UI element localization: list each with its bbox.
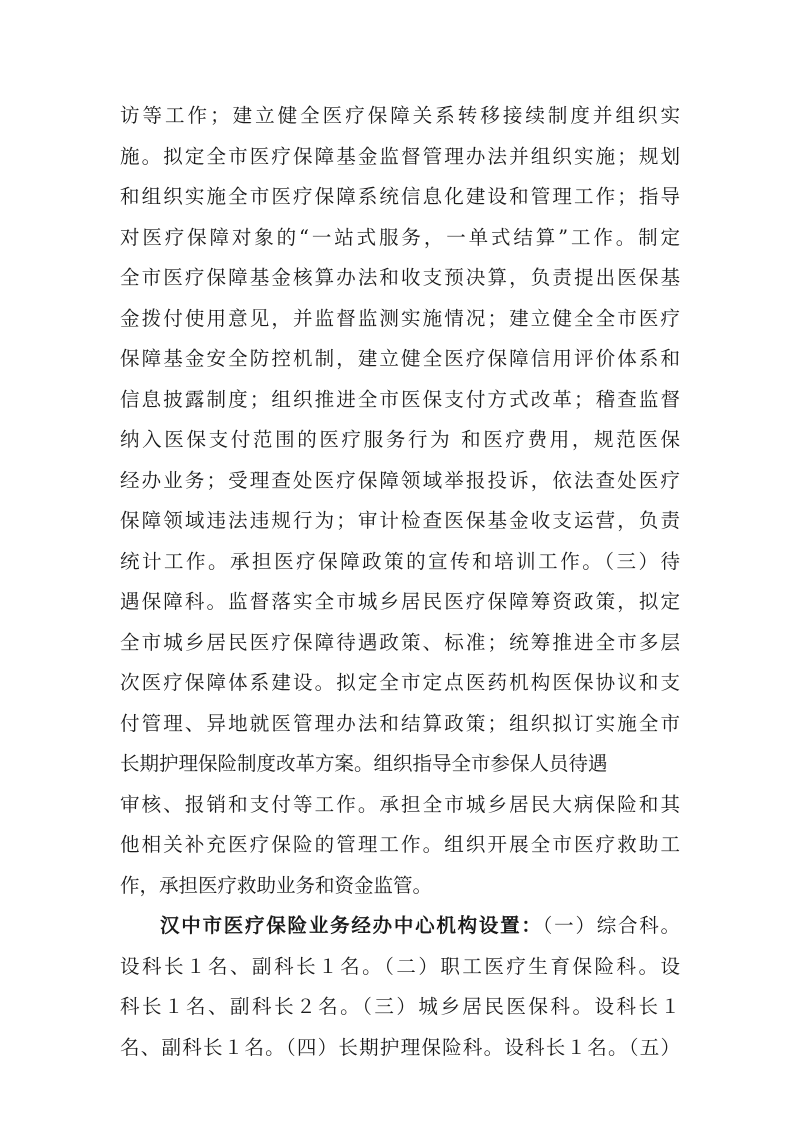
text-run: （一）综合科。 [542, 914, 680, 937]
text-line: 纳入医保支付范围的医疗服务行为 和医疗费用，规范医保 [120, 428, 680, 451]
text-line: 付管理、异地就医管理办法和结算政策；组织拟订实施全市 [120, 711, 680, 735]
section-heading: 汉中市医疗保险业务经办中心机构设置： [160, 914, 543, 937]
text-line: 设科长１名、副科长１名。（二）职工医疗生育保险科。设 [120, 954, 680, 978]
text-line: 全市城乡居民医疗保障待遇政策、标准；统筹推进全市多层 [120, 630, 680, 654]
document-page [120, 96, 680, 1068]
text-line: 审核、报销和支付等工作。承担全市城乡居民大病保险和其 [120, 792, 680, 816]
paragraph-duties-continued [120, 96, 680, 906]
text-line: 科长１名、副科长２名。（三）城乡居民医保科。设科长１ [120, 995, 680, 1018]
text-line: 和组织实施全市医疗保障系统信息化建设和管理工作；指导 [120, 185, 680, 208]
text-line: 他相关补充医疗保险的管理工作。组织开展全市医疗救助工 [120, 833, 680, 856]
text-line: 经办业务；受理查处医疗保障领域举报投诉，依法查处医疗 [120, 468, 680, 492]
text-line: 信息披露制度；组织推进全市医保支付方式改革；稽查监督 [120, 387, 680, 411]
text-line: 长期护理保险制度改革方案。组织指导全市参保人员待遇 [120, 752, 608, 775]
text-line: 保障基金安全防控机制，建立健全医疗保障信用评价体系和 [120, 347, 680, 370]
text-line: 保障领域违法违规行为；审计检查医保基金收支运营，负责 [120, 509, 680, 532]
text-line: 对医疗保障对象的“一站式服务，一单式结算”工作。制定 [120, 225, 680, 249]
text-line: 名、副科长１名。（四）长期护理保险科。设科长１名。（五） [120, 1035, 680, 1059]
text-line: 次医疗保障体系建设。拟定全市定点医药机构医保协议和支 [120, 671, 680, 694]
text-line: 全市医疗保障基金核算办法和收支预决算，负责提出医保基 [120, 266, 680, 289]
text-line: 遇保障科。监督落实全市城乡居民医疗保障筹资政策，拟定 [120, 590, 680, 613]
section-heading-line [120, 906, 680, 947]
text-line: 作，承担医疗救助业务和资金监管。 [120, 873, 433, 897]
paragraph-center-setup [120, 906, 680, 1068]
text-line: 金拨付使用意见，并监督监测实施情况；建立健全全市医疗 [120, 306, 680, 330]
text-line: 施。拟定全市医疗保障基金监督管理办法并组织实施；规划 [120, 144, 680, 168]
text-line: 访等工作；建立健全医疗保障关系转移接续制度并组织实 [120, 104, 680, 127]
text-line: 统计工作。承担医疗保障政策的宣传和培训工作。（三）待 [120, 549, 680, 573]
